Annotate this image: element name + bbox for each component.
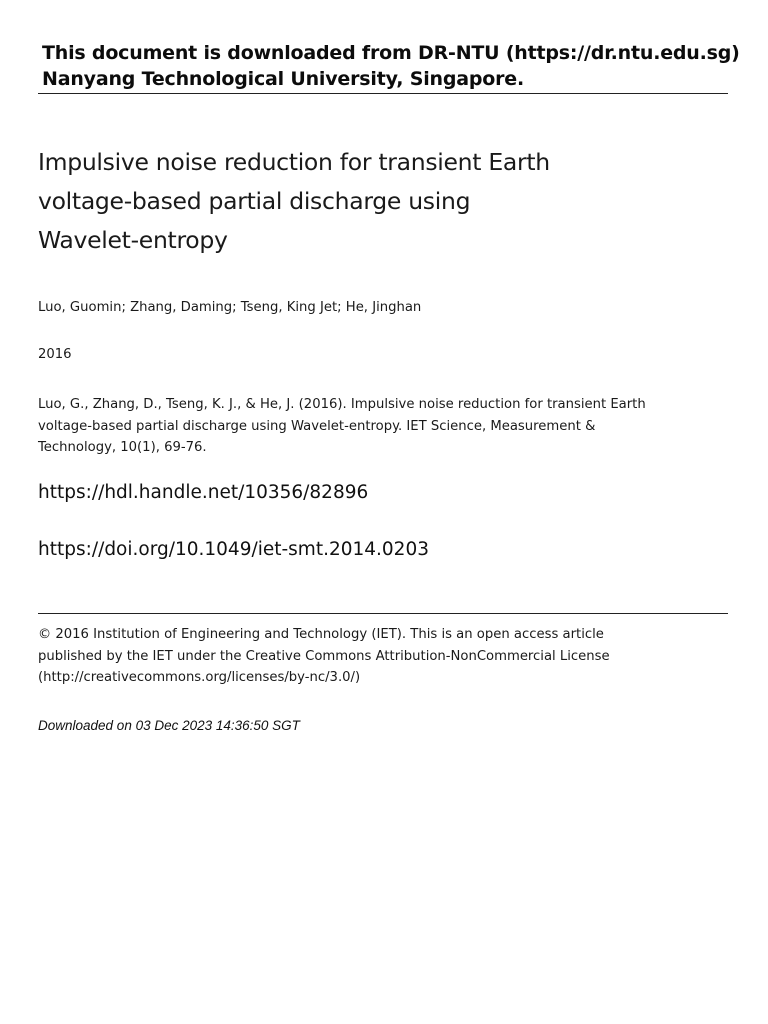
doi-link[interactable]: https://doi.org/10.1049/iet-smt.2014.0203 [38, 539, 429, 560]
repository-header [42, 40, 740, 92]
citation-line-1: Luo, G., Zhang, D., Tseng, K. J., & He, J. (2016). Impulsive noise reduction for transient Earth [38, 397, 646, 412]
handle-link[interactable]: https://hdl.handle.net/10356/82896 [38, 482, 369, 503]
citation-block [38, 394, 728, 459]
citation-line-2: voltage-based partial discharge using Wavelet-entropy. IET Science, Measurement & [38, 418, 596, 434]
authors-list: Luo, Guomin; Zhang, Daming; Tseng, King Jet; He, Jinghan [38, 300, 422, 315]
header-divider [38, 93, 728, 94]
license-line-1: © 2016 Institution of Engineering and Technology (IET). This is an open access article [38, 627, 604, 642]
publication-year: 2016 [38, 347, 72, 362]
download-timestamp: Downloaded on 03 Dec 2023 14:36:50 SGT [38, 718, 300, 733]
license-divider [38, 613, 728, 614]
paper-title [38, 143, 728, 260]
paper-title-line-3: Wavelet-entropy [38, 226, 228, 254]
license-line-2: published by the IET under the Creative Commons Attribution-NonCommercial License [38, 648, 610, 664]
repository-header-line-1: This document is downloaded from DR-NTU (https://dr.ntu.edu.sg) [42, 42, 740, 64]
paper-title-line-2: voltage-based partial discharge using [38, 187, 471, 215]
repository-header-line-2: Nanyang Technological University, Singapore. [42, 68, 525, 90]
paper-title-line-1: Impulsive noise reduction for transient Earth [38, 148, 550, 176]
license-line-3: (http://creativecommons.org/licenses/by-nc/3.0/) [38, 670, 361, 685]
citation-line-3: Technology, 10(1), 69-76. [38, 440, 207, 455]
license-notice [38, 624, 728, 689]
